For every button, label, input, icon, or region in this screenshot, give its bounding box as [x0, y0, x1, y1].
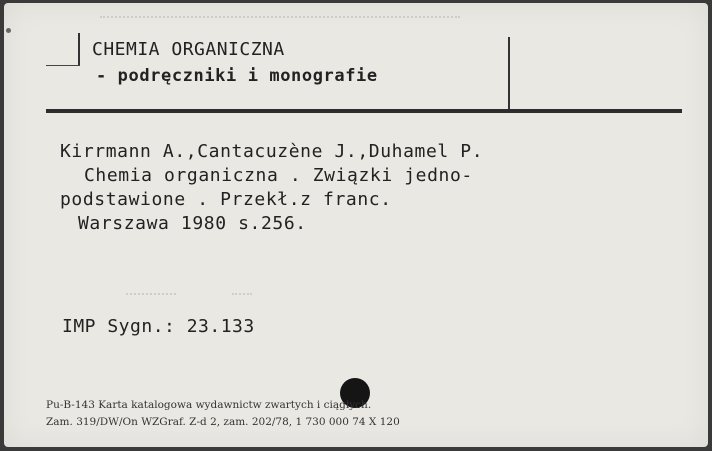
catalog-card: [4, 3, 708, 447]
call-number: IMP Sygn.: 23.133: [62, 316, 255, 337]
entry-line-title: Chemia organiczna . Związki jedno-: [84, 165, 473, 186]
footer-line-1: Pu-B-143 Karta katalogowa wydawnictw zwartych i ciągłych.: [46, 399, 372, 411]
header-subtitle: - podręczniki i monografie: [96, 66, 378, 86]
header-divider: [46, 109, 682, 113]
faint-mark: [126, 293, 176, 296]
edge-dot: [6, 28, 11, 33]
faint-mark: [232, 293, 252, 296]
header-left-tick: [46, 65, 80, 66]
faint-bleed-through: [100, 16, 460, 36]
header-title: CHEMIA ORGANICZNA: [92, 39, 285, 60]
entry-line-authors: Kirrmann A.,Cantacuzène J.,Duhamel P.: [60, 141, 484, 162]
entry-line-imprint: Warszawa 1980 s.256.: [78, 213, 307, 234]
entry-line-title-cont: podstawione . Przekł.z franc.: [60, 189, 392, 210]
header-right-rule: [508, 37, 510, 111]
footer-line-2: Zam. 319/DW/On WZGraf. Z-d 2, zam. 202/78, 1 730 000 74 X 120: [46, 416, 400, 428]
header-left-rule: [78, 33, 80, 65]
